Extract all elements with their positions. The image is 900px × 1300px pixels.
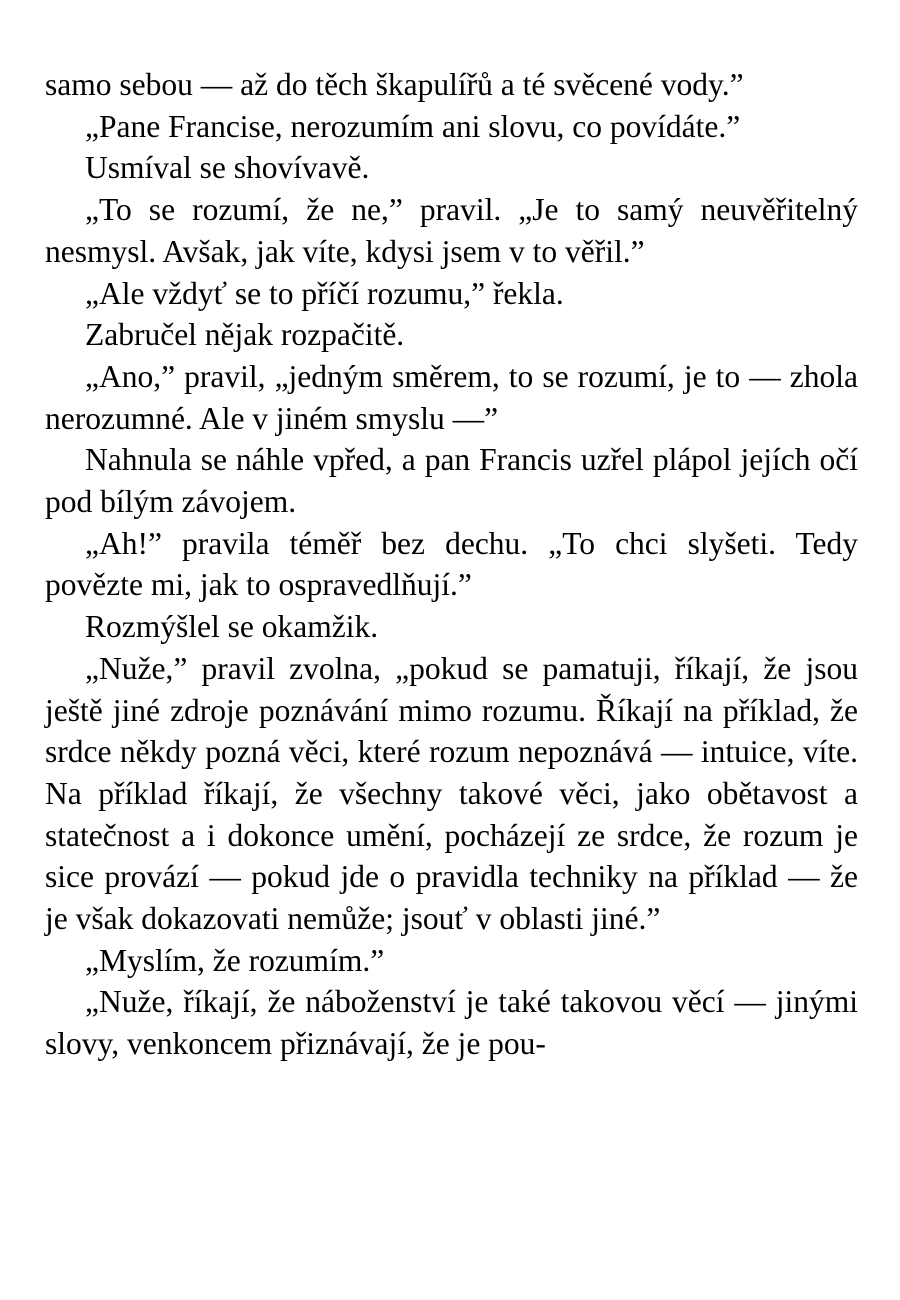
paragraph-4: „To se rozumí, že ne,” pravil. „Je to samý neuvěřitelný nesmysl. Avšak, jak víte, kdysi jsem v to věřil.” (45, 192, 858, 269)
paragraph-10: Rozmýšlel se okamžik. (85, 609, 379, 645)
paragraph-11: „Nuže,” pravil zvolna, „pokud se pamatuji, říkají, že jsou ještě jiné zdroje poznávání mimo rozumu. Říkají na příklad, že srdce někdy pozná věci, které rozum nepoznává — intuice, víte. Na příklad říkají, že všechny takové věci, jako obětavost a statečnost a i dokonce umění, pocházejí ze srdce, že rozum je sice provází — pokud jde o pravidla techniky na příklad — že je však dokazovati nemůže; jsouť v oblasti jiné.” (45, 650, 858, 937)
paragraph-1: samo sebou — až do těch škapulířů a té svěcené vody.” (45, 67, 744, 102)
paragraph-3: Usmíval se shovívavě. (85, 150, 370, 186)
paragraph-7: „Ano,” pravil, „jedným směrem, to se rozumí, je to — zhola nerozumné. Ale v jiném smyslu —” (45, 358, 858, 436)
book-page (45, 64, 858, 1065)
paragraph-12: „Myslím, že rozumím.” (85, 942, 385, 978)
paragraph-5: „Ale vždyť se to příčí rozumu,” řekla. (85, 275, 564, 311)
paragraph-8: Nahnula se náhle vpřed, a pan Francis uzřel plápol jejích očí pod bílým závojem. (45, 442, 858, 520)
paragraph-2: „Pane Francise, nerozumím ani slovu, co povídáte.” (85, 108, 741, 144)
paragraph-6: Zabručel nějak rozpačitě. (85, 317, 405, 353)
paragraph-13: „Nuže, říkají, že náboženství je také takovou věcí — jinými slovy, venkoncem přiznávají, že je pou- (45, 984, 858, 1062)
paragraph-9: „Ah!” pravila téměř bez dechu. „To chci slyšeti. Tedy povězte mi, jak to ospravedlňují.” (45, 525, 858, 603)
